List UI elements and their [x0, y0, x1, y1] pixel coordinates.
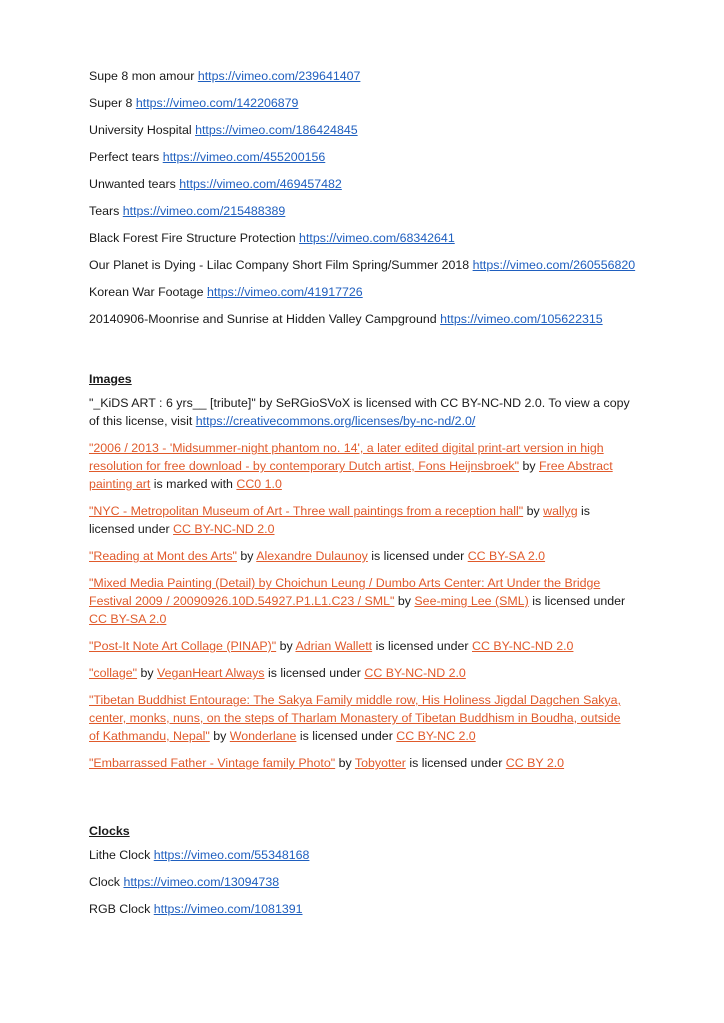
video-title: Unwanted tears	[89, 177, 176, 191]
credit-by: by	[523, 504, 544, 518]
license-link[interactable]: CC BY-NC-ND 2.0	[472, 639, 574, 653]
list-item	[89, 229, 634, 247]
video-list	[89, 67, 634, 328]
image-credit	[89, 394, 634, 430]
image-credit	[89, 754, 634, 772]
credit-by: by	[276, 639, 296, 653]
video-link[interactable]: https://vimeo.com/469457482	[179, 177, 342, 191]
video-title: Perfect tears	[89, 150, 160, 164]
license-link[interactable]: https://creativecommons.org/licenses/by-nc-nd/2.0/	[195, 414, 476, 428]
clock-title: RGB Clock	[89, 902, 151, 916]
license-link[interactable]: CC BY-SA 2.0	[89, 612, 167, 626]
images-section	[89, 370, 634, 772]
list-item	[89, 283, 634, 301]
image-credit	[89, 664, 634, 682]
credit-license-text: is marked with	[150, 477, 237, 491]
video-link[interactable]: https://vimeo.com/41917726	[207, 285, 363, 299]
video-link[interactable]: https://vimeo.com/105622315	[440, 312, 603, 326]
video-title: Tears	[89, 204, 120, 218]
clock-title: Lithe Clock	[89, 848, 151, 862]
author-link[interactable]: Tobyotter	[354, 756, 406, 770]
author-link[interactable]: See-ming Lee (SML)	[414, 594, 529, 608]
credit-license-text: is licensed under	[528, 594, 626, 608]
list-item	[89, 94, 634, 112]
clock-link[interactable]: https://vimeo.com/13094738	[123, 875, 280, 889]
author-link[interactable]: Alexandre Dulaunoy	[256, 549, 368, 563]
list-item	[89, 256, 634, 274]
image-credit	[89, 691, 634, 745]
credit-license-text: is licensed under	[89, 504, 590, 536]
video-link[interactable]: https://vimeo.com/142206879	[135, 96, 299, 110]
license-link[interactable]: CC BY-NC-ND 2.0	[173, 522, 275, 536]
clock-link[interactable]: https://vimeo.com/1081391	[153, 902, 303, 916]
video-title: Korean War Footage	[89, 285, 204, 299]
video-link[interactable]: https://vimeo.com/260556820	[472, 258, 636, 272]
image-credit	[89, 502, 634, 538]
credit-license-text: is licensed under	[372, 639, 472, 653]
image-credit	[89, 439, 634, 493]
credit-text: "_KiDS ART : 6 yrs__ [tribute]" by SeRGioSVoX is licensed with CC BY-NC-ND 2.0. To view a copy of this license, visit	[89, 396, 630, 428]
image-credit	[89, 574, 634, 628]
video-title: University Hospital	[89, 123, 192, 137]
image-credit	[89, 547, 634, 565]
video-title: Black Forest Fire Structure Protection	[89, 231, 296, 245]
image-title-link[interactable]: "Reading at Mont des Arts"	[89, 549, 237, 563]
video-link[interactable]: https://vimeo.com/455200156	[162, 150, 326, 164]
spacer	[89, 781, 634, 822]
list-item	[89, 175, 634, 193]
license-link[interactable]: CC BY-SA 2.0	[467, 549, 546, 563]
credit-by: by	[209, 729, 230, 743]
credit-license-text: is licensed under	[367, 549, 468, 563]
video-title: Our Planet is Dying - Lilac Company Short Film Spring/Summer 2018	[89, 258, 470, 272]
image-title-link[interactable]: "Embarrassed Father - Vintage family Photo"	[89, 756, 336, 770]
credit-by: by	[394, 594, 415, 608]
video-title: Super 8	[89, 96, 133, 110]
list-item	[89, 310, 634, 328]
video-link[interactable]: https://vimeo.com/68342641	[299, 231, 455, 245]
image-credit	[89, 637, 634, 655]
list-item	[89, 121, 634, 139]
author-link[interactable]: wallyg	[543, 504, 578, 518]
list-item	[89, 148, 634, 166]
license-link[interactable]: CC BY 2.0	[505, 756, 565, 770]
list-item	[89, 900, 634, 918]
image-title-link[interactable]: "collage"	[89, 666, 138, 680]
video-link[interactable]: https://vimeo.com/239641407	[197, 69, 361, 83]
list-item	[89, 202, 634, 220]
video-title: 20140906-Moonrise and Sunrise at Hidden Valley Campground	[89, 312, 437, 326]
license-link[interactable]: CC0 1.0	[236, 477, 282, 491]
document-page	[89, 67, 634, 927]
license-link[interactable]: CC BY-NC-ND 2.0	[364, 666, 466, 680]
clock-link[interactable]: https://vimeo.com/55348168	[153, 848, 310, 862]
credit-license-text: is licensed under	[296, 729, 397, 743]
image-title-link[interactable]: "Mixed Media Painting (Detail) by Choichun Leung / Dumbo Arts Center: Art Under the Bridge Festival 2009 / 20090926.10D.54927.P1.L1.C23 / SML"	[89, 576, 601, 608]
credit-by: by	[236, 549, 257, 563]
list-item	[89, 873, 634, 891]
section-heading-clocks: Clocks	[89, 824, 130, 838]
credit-by: by	[137, 666, 158, 680]
image-title-link[interactable]: "NYC - Metropolitan Museum of Art - Three wall paintings from a reception hall"	[89, 504, 524, 518]
video-title: Supe 8 mon amour	[89, 69, 195, 83]
list-item	[89, 846, 634, 864]
clocks-section	[89, 822, 634, 918]
spacer	[89, 337, 634, 370]
credit-by: by	[519, 459, 539, 473]
author-link[interactable]: VeganHeart Always	[157, 666, 265, 680]
clock-title: Clock	[89, 875, 120, 889]
image-title-link[interactable]: "2006 / 2013 - 'Midsummer-night phantom no. 14', a later edited digital print-art version in high resolution for free download - by contemporary Dutch artist, Fons Heijnsbroek"	[89, 441, 604, 473]
image-title-link[interactable]: "Tibetan Buddhist Entourage: The Sakya Family middle row, His Holiness Jigdal Dagchen Sakya, center, monks, nuns, on the steps of Tharlam Monastery of Tibetan Buddhism in Boudha, outside of Kathmandu, Nepal"	[89, 693, 621, 743]
author-link[interactable]: Free Abstract painting art	[89, 459, 613, 491]
image-title-link[interactable]: "Post-It Note Art Collage (PINAP)"	[89, 639, 277, 653]
credit-by: by	[335, 756, 355, 770]
video-link[interactable]: https://vimeo.com/186424845	[195, 123, 358, 137]
video-link[interactable]: https://vimeo.com/215488389	[122, 204, 286, 218]
credit-license-text: is licensed under	[405, 756, 506, 770]
license-link[interactable]: CC BY-NC 2.0	[396, 729, 476, 743]
credit-license-text: is licensed under	[264, 666, 365, 680]
section-heading-images: Images	[89, 372, 132, 386]
author-link[interactable]: Wonderlane	[229, 729, 297, 743]
author-link[interactable]: Adrian Wallett	[295, 639, 373, 653]
list-item	[89, 67, 634, 85]
